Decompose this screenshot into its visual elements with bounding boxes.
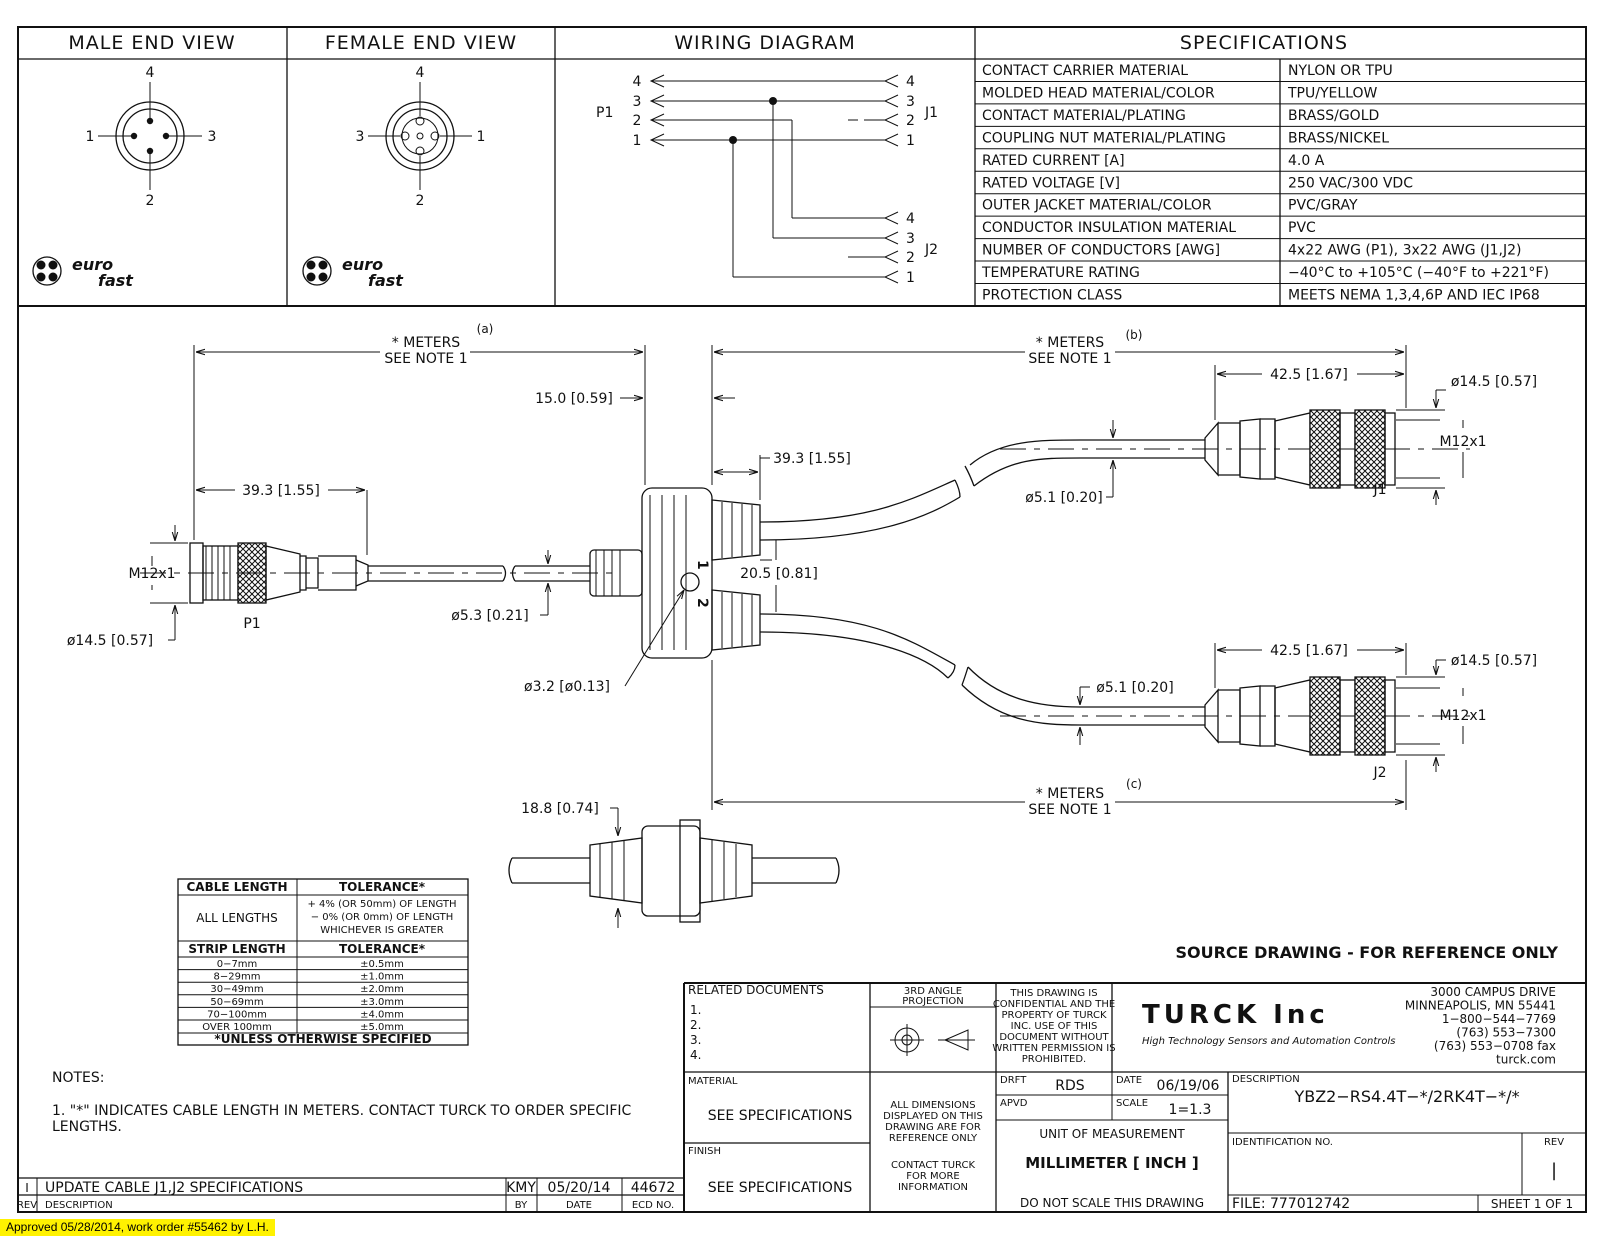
spec-label: MOLDED HEAD MATERIAL/COLOR — [982, 85, 1215, 102]
eurofast-logo-male — [33, 255, 134, 290]
spec-label: COUPLING NUT MATERIAL/PLATING — [982, 130, 1226, 147]
dim-dia145-bottom: ø14.5 [0.57] — [1450, 653, 1538, 669]
tol-header-cable: CABLE LENGTH — [186, 880, 288, 894]
spec-label: CONTACT MATERIAL/PLATING — [982, 107, 1186, 124]
male-pin-label: 2 — [145, 193, 155, 209]
splitter-label-2: 2 — [694, 598, 710, 608]
wiring-label-j2: J2 — [925, 242, 939, 258]
contact-note-line: INFORMATION — [897, 1182, 969, 1193]
dim-dia53: ø5.3 [0.21] — [451, 608, 529, 624]
spec-value: PVC/GRAY — [1288, 197, 1358, 214]
strip-length: 50−69mm — [210, 996, 264, 1008]
j2-coupling-nut — [1310, 677, 1340, 755]
material-value: SEE SPECIFICATIONS — [707, 1108, 853, 1124]
strip-tolerance: ±2.0mm — [360, 984, 404, 996]
spec-label: NUMBER OF CONDUCTORS [AWG] — [982, 242, 1221, 259]
source-note: SOURCE DRAWING - FOR REFERENCE ONLY — [1175, 943, 1558, 962]
dim-a-note: SEE NOTE 1 — [384, 351, 468, 367]
material-label: MATERIAL — [688, 1076, 738, 1087]
spec-label: RATED CURRENT [A] — [982, 152, 1125, 169]
rev-description: UPDATE CABLE J1,J2 SPECIFICATIONS — [45, 1180, 304, 1196]
wiring-pin: 4 — [632, 74, 642, 90]
male-pin-label: 4 — [145, 65, 155, 81]
title-block — [684, 983, 1586, 1212]
female-pin-label: 2 — [415, 193, 425, 209]
confidential-line: THIS DRAWING IS — [1010, 988, 1098, 999]
approval-stamp: Approved 05/28/2014, work order #55462 by L.H. — [0, 1219, 275, 1236]
no-scale-note: DO NOT SCALE THIS DRAWING — [1019, 1196, 1205, 1210]
related-doc-item: 2. — [690, 1018, 702, 1032]
address-line: (763) 553−0708 fax — [1433, 1039, 1556, 1053]
note-1-cont: LENGTHS. — [52, 1119, 122, 1135]
dim-188: 18.8 [0.74] — [521, 801, 599, 817]
spec-value: −40°C to +105°C (−40°F to +221°F) — [1288, 265, 1549, 282]
wiring-diagram — [596, 74, 938, 286]
confidential-line: PROPERTY OF TURCK — [1001, 1010, 1107, 1021]
spec-value: 4.0 A — [1288, 152, 1325, 169]
spec-label: TEMPERATURE RATING — [982, 265, 1140, 282]
tolerance-table — [178, 879, 468, 1046]
date-label: DATE — [1116, 1075, 1143, 1086]
dim-c-label: (c) — [1126, 777, 1142, 791]
related-doc-item: 4. — [690, 1048, 702, 1062]
dim-a-label: (a) — [476, 322, 494, 336]
strip-tolerance: ±5.0mm — [360, 1022, 404, 1033]
rev-h-rev: REV — [16, 1200, 38, 1211]
dim-39-mid: 39.3 [1.55] — [773, 451, 851, 467]
wiring-label-j1: J1 — [925, 105, 939, 121]
dim-dia51-bottom: ø5.1 [0.20] — [1096, 680, 1174, 696]
sheet-number: SHEET 1 OF 1 — [1490, 1197, 1574, 1211]
projection-label-2: PROJECTION — [902, 996, 964, 1007]
tol-all-lengths: ALL LENGTHS — [196, 911, 278, 925]
notes-title: NOTES: — [52, 1070, 105, 1086]
wiring-pin: 1 — [906, 270, 915, 286]
dim-dia145-top: ø14.5 [0.57] — [1450, 374, 1538, 390]
note-1: 1. "*" INDICATES CABLE LENGTH IN METERS. CONTACT TURCK TO ORDER SPECIFIC — [52, 1103, 632, 1119]
dim-m12-bottom: M12x1 — [1439, 708, 1487, 724]
description-label: DESCRIPTION — [1232, 1074, 1300, 1085]
wiring-pin: 4 — [906, 211, 915, 227]
dims-note-line: DRAWING ARE FOR — [885, 1122, 981, 1133]
strip-tolerance: ±0.5mm — [360, 959, 404, 970]
spec-value: 250 VAC/300 VDC — [1288, 175, 1413, 192]
rev-date: 05/20/14 — [547, 1180, 611, 1196]
dim-39-left: 39.3 [1.55] — [242, 483, 320, 499]
wiring-pin: 3 — [632, 94, 642, 110]
dim-a-meters: * METERS — [391, 335, 461, 351]
strip-tolerance: ±3.0mm — [360, 996, 404, 1008]
rev-h-by: BY — [514, 1200, 528, 1211]
dim-b-meters: * METERS — [1035, 335, 1105, 351]
address-line: turck.com — [1496, 1052, 1556, 1067]
spec-label: CONTACT CARRIER MATERIAL — [982, 63, 1189, 79]
rev-value: I — [25, 1181, 29, 1195]
dim-m12-left: M12x1 — [128, 566, 176, 582]
wiring-pin: 2 — [632, 113, 642, 129]
wiring-pin: 3 — [906, 231, 915, 247]
spec-label: OUTER JACKET MATERIAL/COLOR — [982, 197, 1212, 214]
dim-15: 15.0 [0.59] — [535, 391, 613, 407]
dim-b-note: SEE NOTE 1 — [1028, 351, 1112, 367]
rev-h-date: DATE — [565, 1200, 593, 1211]
rev-current: | — [1550, 1160, 1558, 1181]
unit-label: UNIT OF MEASUREMENT — [1039, 1127, 1185, 1141]
confidential-line: CONFIDENTIAL AND THE — [992, 999, 1116, 1010]
spec-label: RATED VOLTAGE [V] — [982, 175, 1120, 192]
female-pin-label: 3 — [355, 129, 365, 145]
apvd-label: APVD — [1000, 1098, 1028, 1109]
spec-value: BRASS/GOLD — [1288, 107, 1380, 124]
spec-value: BRASS/NICKEL — [1288, 130, 1390, 147]
header-specs: SPECIFICATIONS — [1179, 32, 1349, 54]
address-line: 3000 CAMPUS DRIVE — [1430, 985, 1556, 999]
drft-value: RDS — [1055, 1078, 1085, 1094]
label-j1: J1 — [1373, 482, 1387, 498]
spec-value: NYLON OR TPU — [1288, 63, 1393, 79]
turck-logo: TURCK Inc — [1142, 1000, 1329, 1030]
spec-label: CONDUCTOR INSULATION MATERIAL — [982, 220, 1236, 237]
scale-label: SCALE — [1116, 1098, 1149, 1109]
rev-h-desc: DESCRIPTION — [45, 1200, 113, 1211]
female-end-view — [356, 65, 486, 209]
wiring-pin: 1 — [906, 133, 915, 149]
rev-h-ecd: ECD NO. — [631, 1200, 675, 1211]
dim-b-label: (b) — [1125, 328, 1143, 342]
j1-coupling-nut — [1310, 410, 1340, 488]
related-doc-item: 3. — [690, 1033, 702, 1047]
projection-label: 3RD ANGLE — [903, 986, 963, 997]
address-line: (763) 553−7300 — [1456, 1025, 1556, 1040]
revision-block — [17, 1178, 684, 1212]
logo-text-top: euro — [72, 255, 114, 274]
label-p1: P1 — [243, 616, 261, 632]
female-pin-label: 4 — [415, 65, 425, 81]
drft-label: DRFT — [1000, 1075, 1027, 1086]
dim-dia145-left: ø14.5 [0.57] — [66, 633, 154, 649]
tol-line: WHICHEVER IS GREATER — [320, 925, 444, 936]
finish-label: FINISH — [688, 1146, 721, 1157]
tol-header-strip: STRIP LENGTH — [188, 942, 286, 956]
turck-tagline: High Technology Sensors and Automation Controls — [1142, 1036, 1396, 1047]
date-value: 06/19/06 — [1156, 1078, 1220, 1094]
id-label: IDENTIFICATION NO. — [1232, 1137, 1333, 1148]
header-male: MALE END VIEW — [68, 32, 236, 54]
strip-tolerance: ±4.0mm — [360, 1009, 404, 1021]
dim-425-bottom: 42.5 [1.67] — [1270, 643, 1348, 659]
dim-c-meters: * METERS — [1035, 786, 1105, 802]
confidential-line: PROHIBITED. — [1021, 1054, 1087, 1065]
spec-value: MEETS NEMA 1,3,4,6P AND IEC IP68 — [1288, 287, 1540, 304]
strip-length: OVER 100mm — [202, 1022, 272, 1033]
rev-by: KMY — [506, 1180, 536, 1196]
address-line: MINNEAPOLIS, MN 55441 — [1404, 998, 1556, 1013]
dim-dia32: ø3.2 [ø0.13] — [524, 679, 610, 695]
male-pin-label: 3 — [207, 129, 217, 145]
dim-m12-top: M12x1 — [1439, 434, 1487, 450]
tol-line: − 0% (OR 0mm) OF LENGTH — [310, 912, 454, 923]
header-wiring: WIRING DIAGRAM — [674, 32, 856, 54]
finish-value: SEE SPECIFICATIONS — [707, 1180, 853, 1196]
dims-note-line: ALL DIMENSIONS — [890, 1100, 976, 1111]
projection-symbol — [890, 1024, 975, 1056]
tol-line: + 4% (OR 50mm) OF LENGTH — [307, 899, 457, 910]
wiring-pin: 2 — [906, 250, 915, 266]
strip-tolerance: ±1.0mm — [360, 971, 404, 983]
eurofast-logo-female — [303, 255, 404, 290]
spec-label: PROTECTION CLASS — [982, 287, 1123, 304]
female-pin-label: 1 — [476, 129, 486, 145]
cable-assembly-drawing — [140, 410, 1470, 922]
logo-text-bottom: fast — [98, 271, 133, 290]
contact-note-line: FOR MORE — [906, 1171, 960, 1182]
wiring-pin: 2 — [906, 113, 915, 129]
strip-length: 30−49mm — [210, 984, 264, 996]
wiring-label-p1: P1 — [596, 105, 614, 121]
contact-note-line: CONTACT TURCK — [890, 1160, 976, 1171]
male-end-view — [86, 65, 217, 209]
logo-text-top: euro — [342, 255, 384, 274]
address-line: 1−800−544−7769 — [1441, 1012, 1556, 1026]
wiring-pin: 4 — [906, 74, 915, 90]
dim-205: 20.5 [0.81] — [740, 566, 818, 582]
spec-value: PVC — [1288, 220, 1316, 237]
confidential-line: WRITTEN PERMISSION IS — [992, 1043, 1116, 1054]
file-number: FILE: 777012742 — [1232, 1196, 1351, 1212]
label-j2: J2 — [1373, 765, 1387, 781]
dim-c-note: SEE NOTE 1 — [1028, 802, 1112, 818]
tol-footer: *UNLESS OTHERWISE SPECIFIED — [214, 1032, 432, 1046]
dims-note-line: REFERENCE ONLY — [888, 1133, 978, 1144]
tol-header-tolerance-2: TOLERANCE* — [338, 942, 426, 956]
logo-text-bottom: fast — [368, 271, 403, 290]
dim-dia51-top: ø5.1 [0.20] — [1025, 490, 1103, 506]
rev-ecd: 44672 — [630, 1180, 676, 1196]
related-doc-item: 1. — [690, 1003, 702, 1017]
confidential-line: INC. USE OF THIS — [1010, 1021, 1098, 1032]
rev-label: REV — [1543, 1137, 1565, 1148]
tol-header-tolerance: TOLERANCE* — [338, 880, 426, 894]
part-number: YBZ2−RS4.4T−*/2RK4T−*/* — [1294, 1087, 1520, 1106]
spec-value: TPU/YELLOW — [1288, 85, 1378, 102]
spec-value: 4x22 AWG (P1), 3x22 AWG (J1,J2) — [1288, 242, 1522, 259]
header-female: FEMALE END VIEW — [324, 32, 518, 54]
strip-length: 8−29mm — [213, 971, 261, 983]
splitter-label-1: 1 — [694, 560, 710, 570]
scale-value: 1=1.3 — [1168, 1102, 1212, 1118]
related-docs-label: RELATED DOCUMENTS — [688, 983, 824, 997]
strip-length: 70−100mm — [207, 1009, 267, 1021]
confidential-line: DOCUMENT WITHOUT — [999, 1032, 1109, 1043]
dims-note-line: DISPLAYED ON THIS — [883, 1111, 983, 1122]
strip-length: 0−7mm — [216, 959, 258, 970]
male-pin-label: 1 — [85, 129, 95, 145]
wiring-pin: 1 — [632, 133, 642, 149]
unit-value: MILLIMETER [ INCH ] — [1025, 1154, 1199, 1172]
wiring-pin: 3 — [906, 94, 915, 110]
dim-425-top: 42.5 [1.67] — [1270, 367, 1348, 383]
